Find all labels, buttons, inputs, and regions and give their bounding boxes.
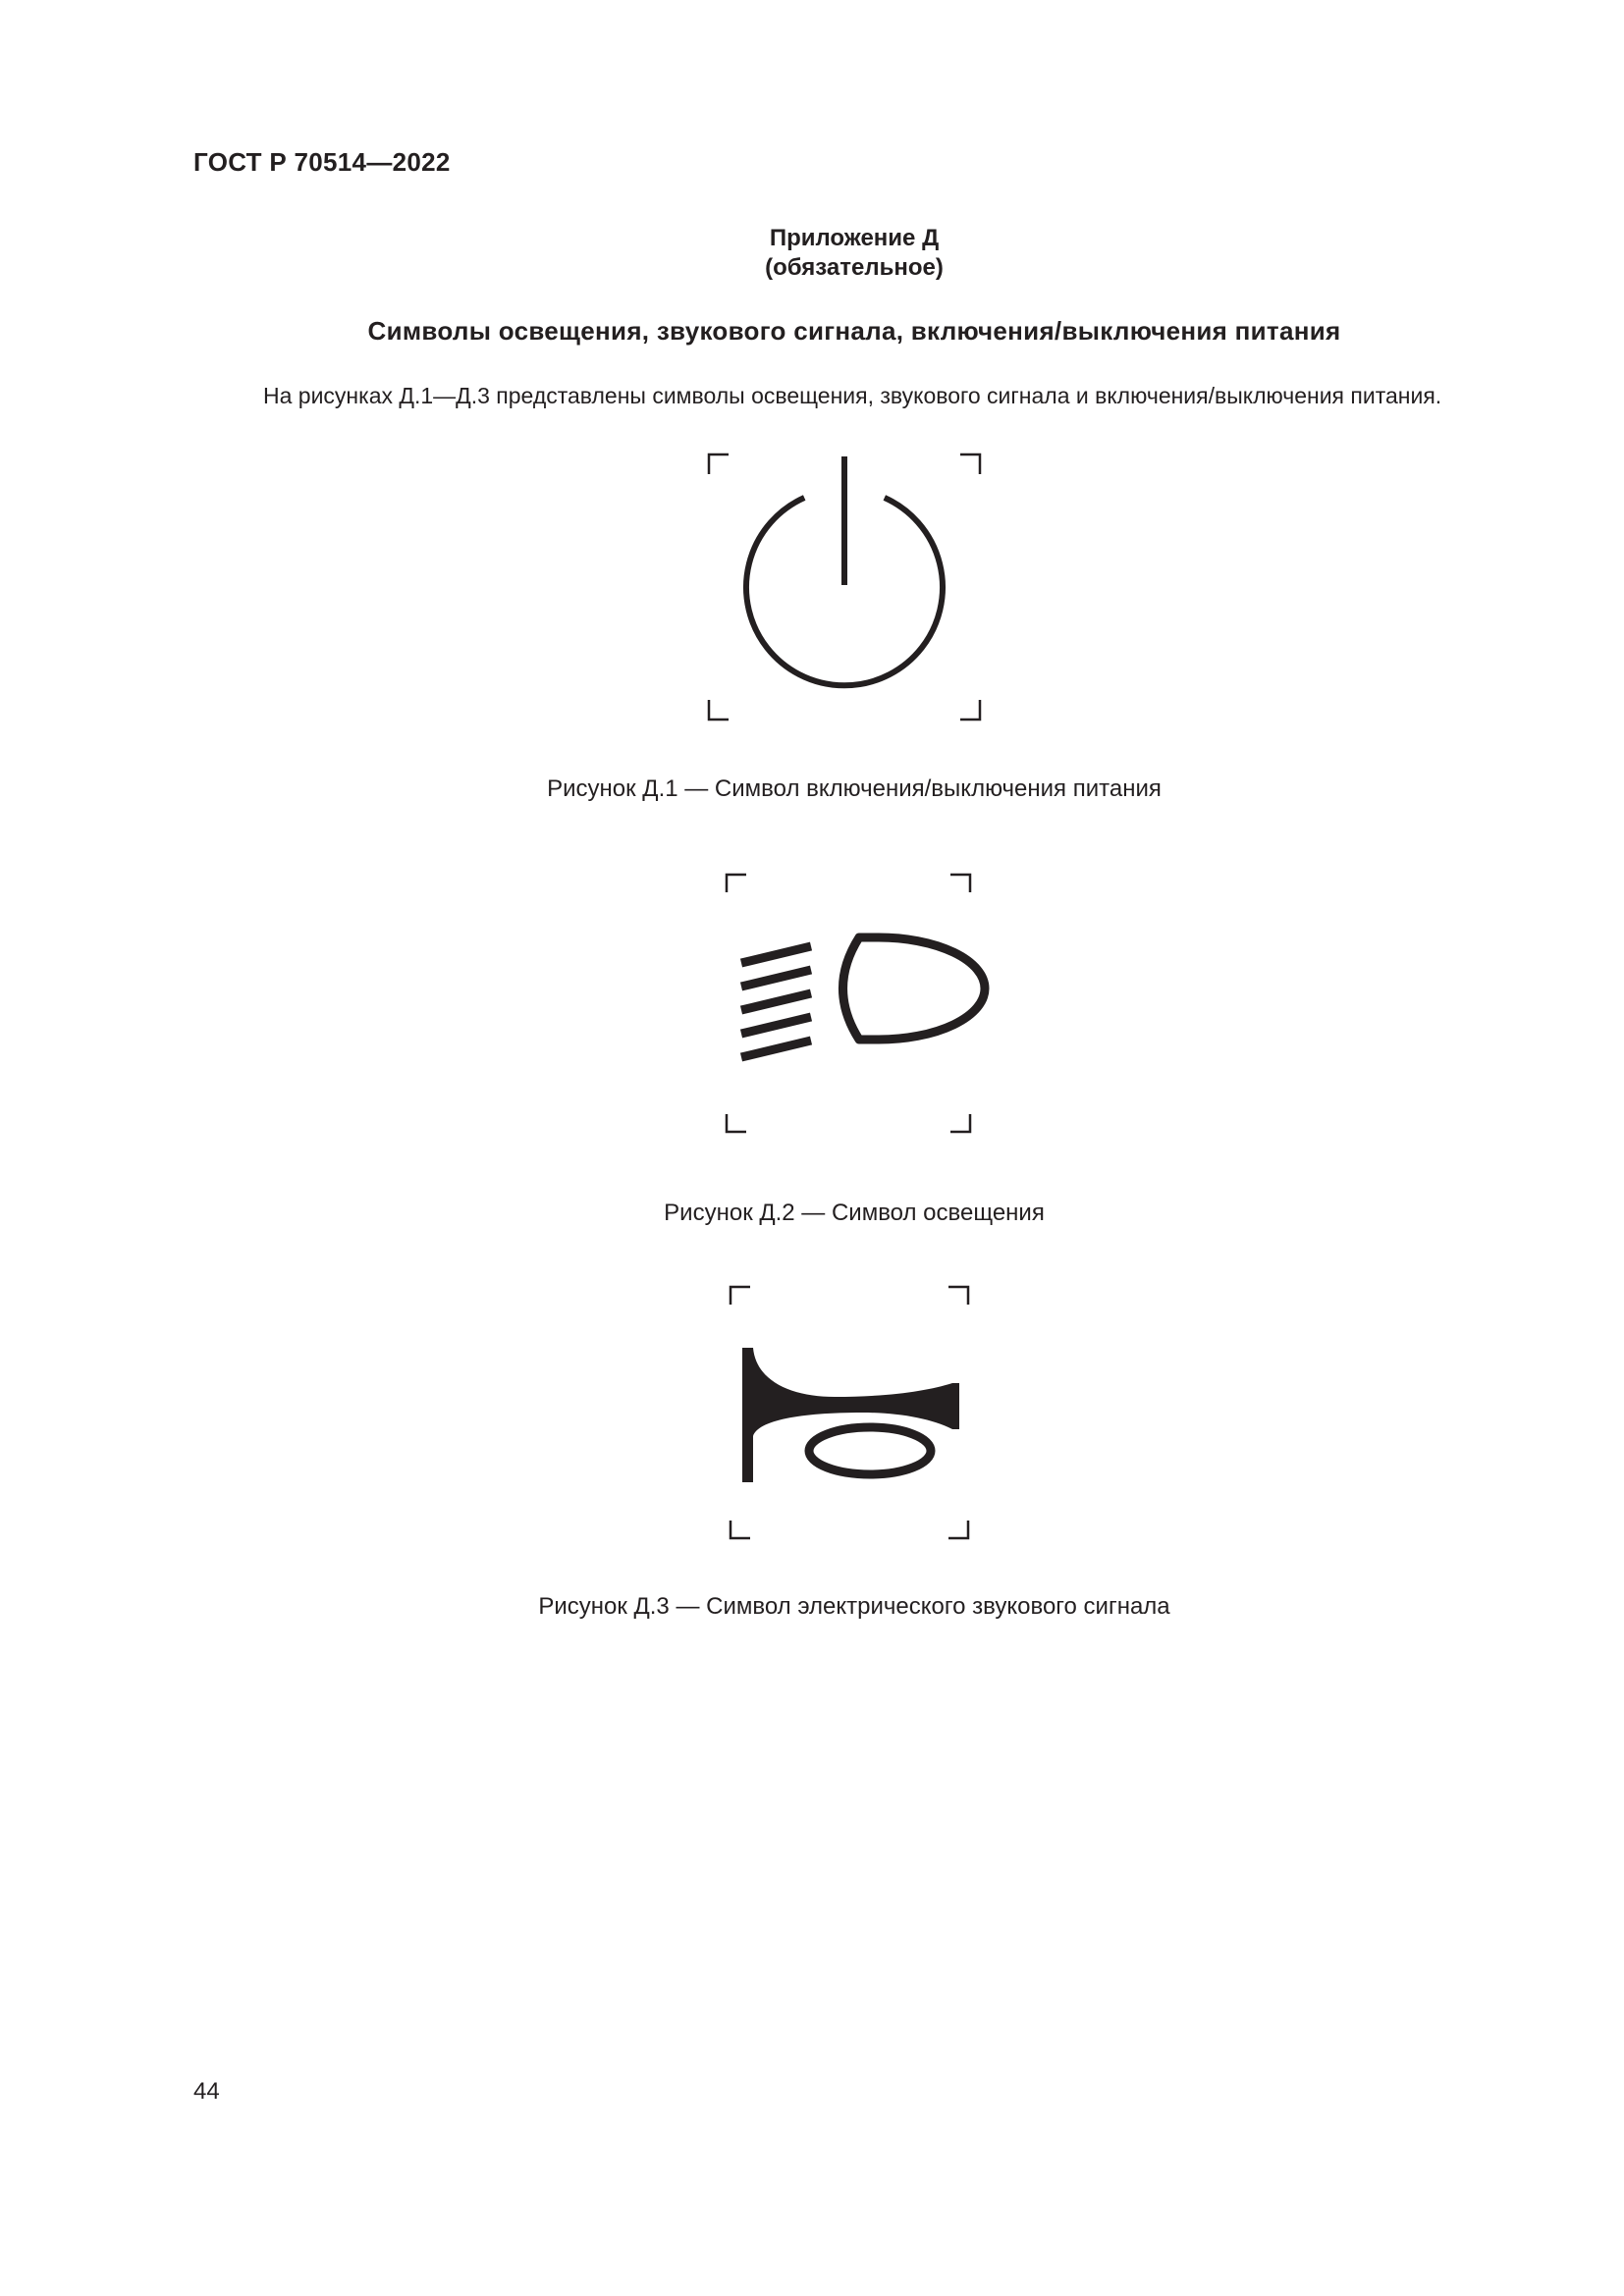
headlight-icon: [741, 937, 985, 1057]
figure-d3: [707, 1281, 1001, 1556]
document-header: ГОСТ Р 70514—2022: [193, 147, 451, 177]
page-number: 44: [193, 2078, 220, 2105]
appendix-heading: [0, 224, 1624, 283]
figure-d2: [707, 869, 1001, 1153]
figure-d1-caption: Рисунок Д.1 — Символ включения/выключения питания: [547, 775, 1162, 802]
appendix-title: Приложение Д: [769, 225, 940, 251]
horn-icon: [742, 1348, 959, 1482]
power-icon: [746, 456, 943, 685]
appendix-status: (обязательное): [765, 254, 944, 281]
section-title: Символы освещения, звукового сигнала, включения/выключения питания: [367, 316, 1341, 346]
figure-d3-caption: Рисунок Д.3 — Символ электрического звукового сигнала: [538, 1593, 1170, 1620]
figure-d2-caption: Рисунок Д.2 — Символ освещения: [664, 1200, 1045, 1226]
intro-paragraph: На рисунках Д.1—Д.3 представлены символы освещения, звукового сигнала и включения/выключения питания.: [263, 383, 1442, 408]
figure-d1: [697, 447, 992, 731]
